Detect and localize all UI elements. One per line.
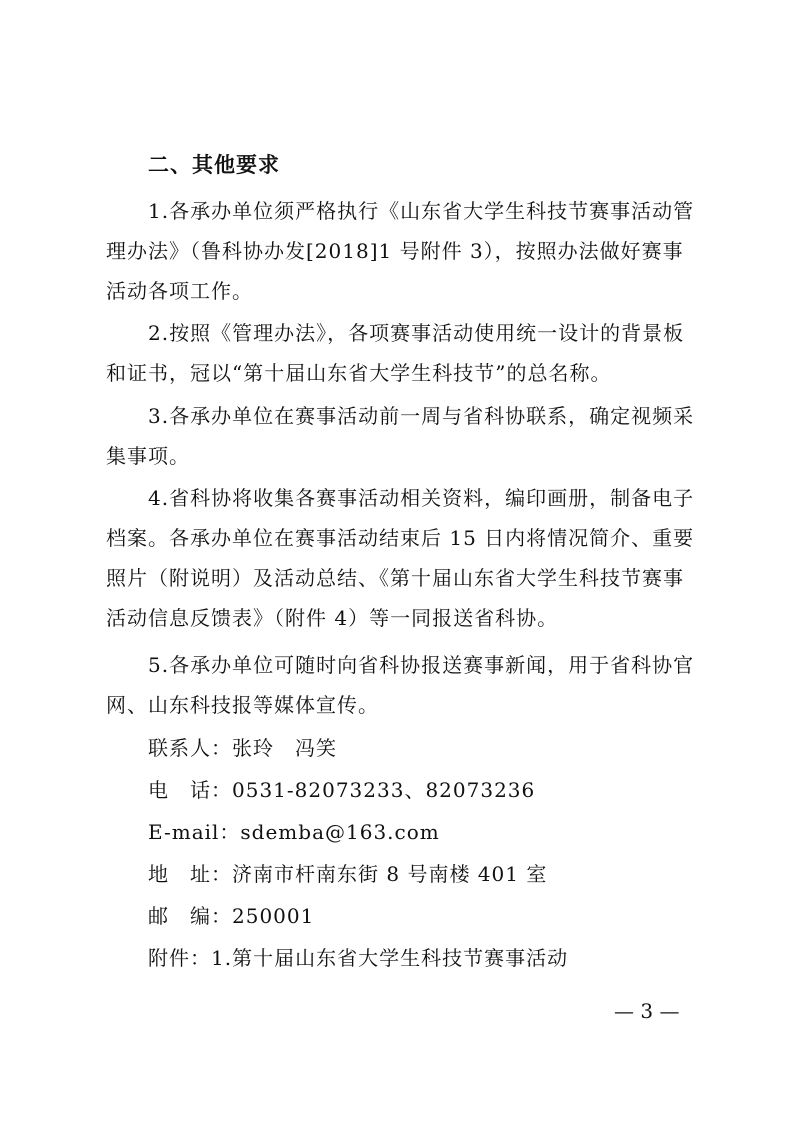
contact-address: 地 址：济南市杆南东街 8 号南楼 401 室	[148, 862, 548, 886]
paragraph-line: 活动各项工作。	[106, 279, 253, 303]
paragraph-line: 1.各承办单位须严格执行《山东省大学生科技节赛事活动管	[148, 199, 695, 223]
paragraph-line: 4.省科协将收集各赛事活动相关资料，编印画册，制备电子	[148, 486, 695, 510]
paragraph-line: 网、山东科技报等媒体宣传。	[106, 693, 379, 717]
paragraph-line: 2.按照《管理办法》，各项赛事活动使用统一设计的背景板	[148, 321, 685, 345]
attachment-line: 附件：1.第十届山东省大学生科技节赛事活动	[148, 946, 569, 970]
section-heading: 二、其他要求	[148, 153, 280, 177]
paragraph-2	[106, 313, 704, 393]
paragraph-1	[106, 191, 704, 311]
contact-phone: 电 话：0531-82073233、82073236	[148, 778, 536, 802]
paragraph-3	[106, 396, 704, 476]
paragraph-line: 理办法》（鲁科协办发[2018]1 号附件 3），按照办法做好赛事	[106, 239, 684, 263]
paragraph-line: 照片（附说明）及活动总结、《第十届山东省大学生科技节赛事	[106, 566, 684, 590]
page-number: — 3 —	[614, 999, 680, 1023]
paragraph-line: 5.各承办单位可随时向省科协报送赛事新闻，用于省科协官	[148, 653, 695, 677]
paragraph-5	[106, 645, 704, 725]
contact-postcode: 邮 编：250001	[148, 904, 315, 928]
paragraph-line: 档案。各承办单位在赛事活动结束后 15 日内将情况简介、重要	[106, 526, 695, 550]
paragraph-line: 活动信息反馈表》（附件 4）等一同报送省科协。	[106, 606, 559, 630]
paragraph-line: 和证书，冠以“第十届山东省大学生科技节”的总名称。	[106, 361, 612, 385]
contact-person: 联系人：张玲 冯笑	[148, 736, 337, 760]
paragraph-line: 集事项。	[106, 444, 190, 468]
contact-email: E-mail：sdemba@163.com	[148, 820, 440, 844]
paragraph-4	[106, 478, 704, 638]
paragraph-line: 3.各承办单位在赛事活动前一周与省科协联系，确定视频采	[148, 404, 695, 428]
